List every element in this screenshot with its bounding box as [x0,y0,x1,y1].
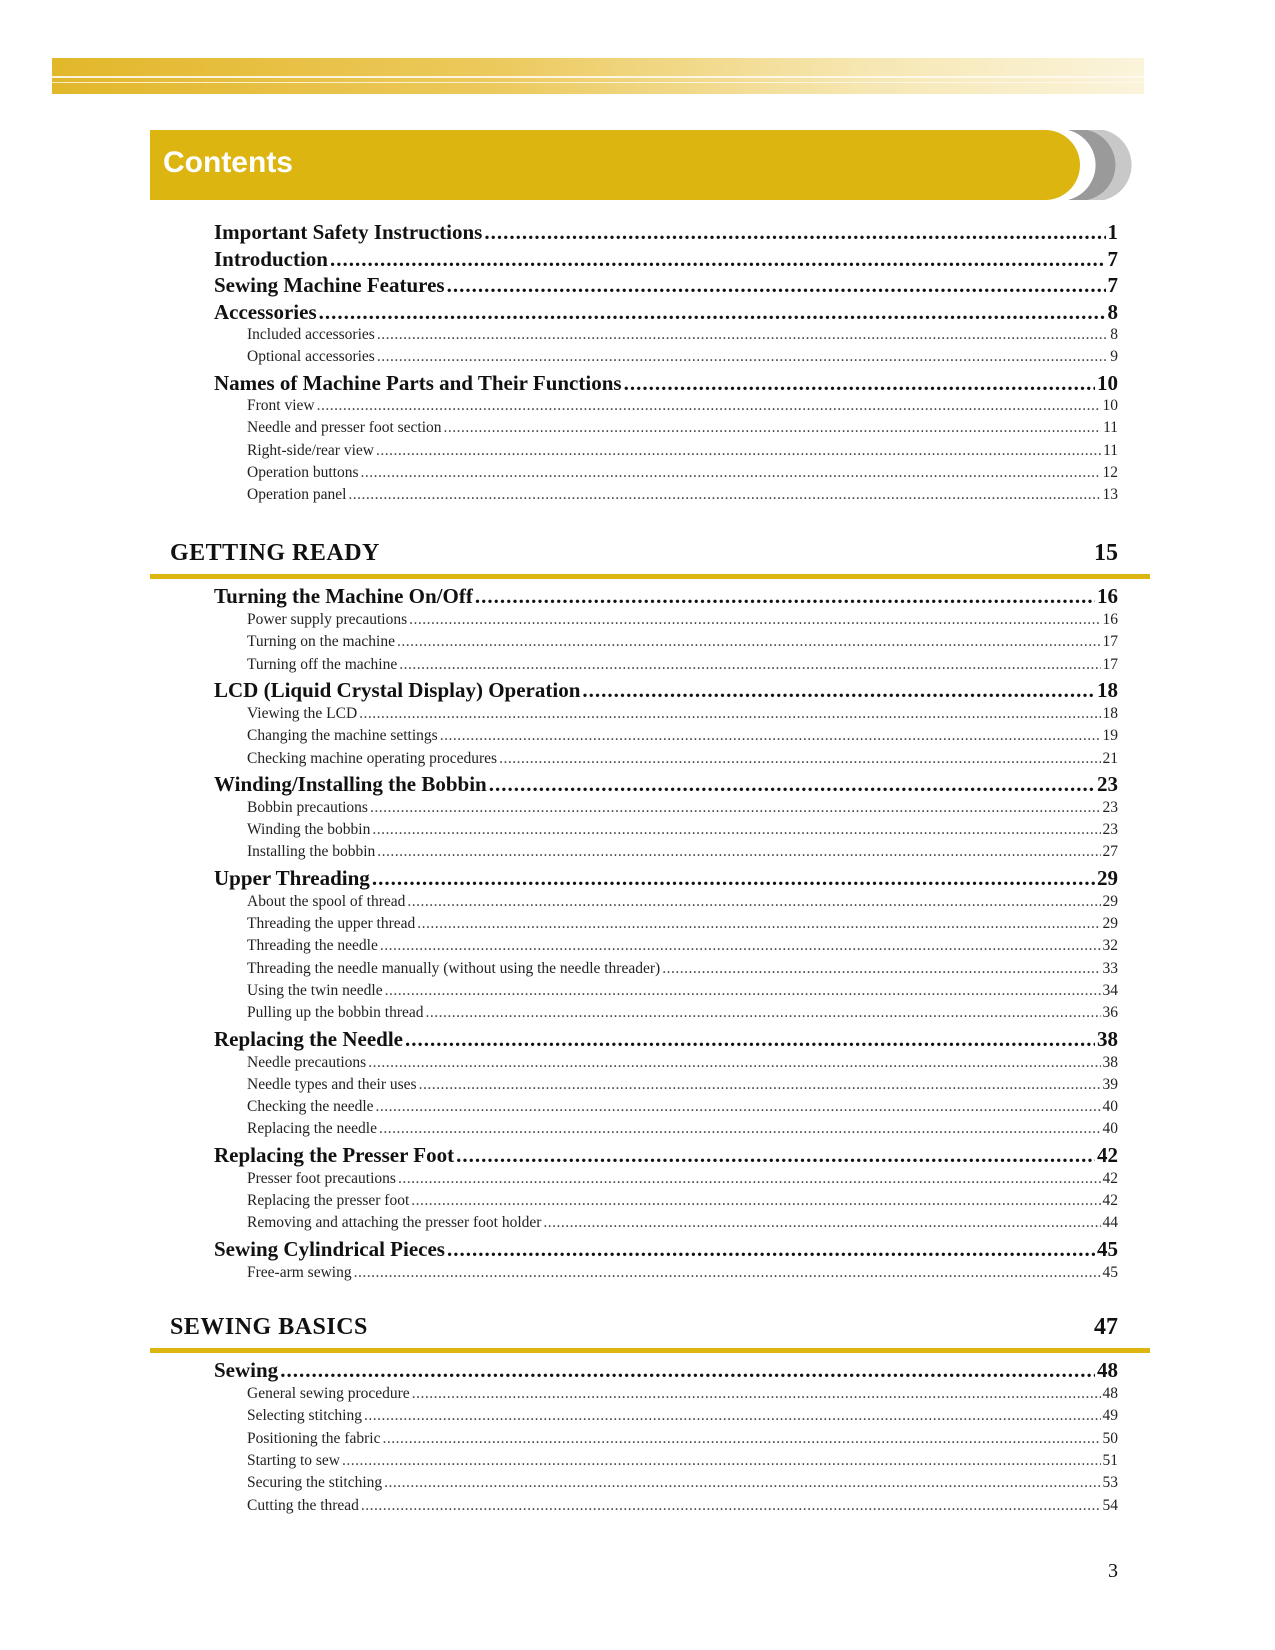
toc-subentry[interactable] [247,1474,1118,1492]
dot-leader [317,397,1101,415]
toc-entry-label: Threading the needle manually (without using the needle threader) [247,959,661,977]
toc-entry-page: 33 [1102,959,1118,977]
toc-entry-page: 42 [1097,1142,1118,1167]
toc-entry-page: 54 [1102,1496,1118,1514]
toc-entry-page: 7 [1107,273,1118,297]
toc-entry-label: Upper Threading [214,865,370,890]
toc-entry-page: 17 [1102,655,1118,673]
toc-entry-page: 19 [1102,727,1118,745]
toc-entry-label: Right-side/rear view [247,441,374,459]
toc-subentry[interactable] [247,1004,1118,1022]
toc-subentry[interactable] [247,656,1118,674]
dot-leader [624,371,1095,396]
toc-entry-page: 18 [1102,704,1118,722]
dot-leader [382,1430,1100,1448]
toc-entry-label: Changing the machine settings [247,727,438,745]
toc-entry-label: Winding the bobbin [247,821,371,839]
dot-leader [407,893,1100,911]
toc-entry[interactable] [214,866,1118,891]
toc-entry-label: Replacing the Presser Foot [214,1142,455,1167]
section-header [168,536,1128,580]
toc-entry-label: Installing the bobbin [247,843,376,861]
toc-entry-page: 44 [1102,1214,1118,1232]
toc-entry-page: 49 [1102,1407,1118,1425]
toc-subentry[interactable] [247,705,1118,723]
toc-entry-page: 53 [1102,1474,1118,1492]
toc-entry[interactable] [214,584,1118,609]
toc-subentry[interactable] [247,1192,1118,1210]
toc-entry-label: Threading the upper thread [247,915,416,932]
toc-entry-page: 42 [1102,1169,1118,1187]
toc-entry-page: 42 [1102,1192,1118,1209]
toc-entry[interactable] [214,300,1118,325]
toc-subentry[interactable] [247,821,1118,839]
toc-entry-label: Presser foot precautions [247,1169,396,1187]
toc-entry-page: 39 [1102,1075,1118,1093]
toc-subentry[interactable] [247,1385,1118,1403]
toc-entry[interactable] [214,1358,1118,1383]
toc-entry-page: 16 [1097,584,1118,608]
toc-entry[interactable] [214,1143,1118,1168]
dot-leader [361,1497,1101,1515]
toc-entry-page: 34 [1102,981,1118,999]
toc-subentry[interactable] [247,1098,1118,1116]
toc-subentry[interactable] [247,1076,1118,1094]
dot-leader [662,960,1100,978]
toc-subentry[interactable] [247,1497,1118,1515]
toc-entry[interactable] [214,1237,1118,1262]
section-title: SEWING BASICS [170,1314,368,1340]
toc-subentry[interactable] [247,937,1118,955]
toc-entry-page: 8 [1107,299,1118,324]
toc-entry-label: Viewing the LCD [247,704,358,722]
toc-entry-page: 7 [1107,246,1118,271]
toc-subentry[interactable] [247,1170,1118,1188]
toc-entry-page: 29 [1102,915,1118,932]
dot-leader [280,1358,1095,1383]
toc-entry-label: Turning on the machine [247,633,395,651]
dot-leader [377,843,1100,861]
dot-leader [370,799,1101,817]
toc-entry-page: 12 [1102,464,1118,481]
dot-leader [398,1170,1101,1188]
toc-entry-page: 38 [1097,1026,1118,1051]
toc-entry-page: 23 [1097,771,1118,796]
toc-entry[interactable] [214,273,1118,298]
toc-subentry[interactable] [247,397,1118,415]
toc-entry-label: Starting to sew [247,1451,340,1469]
dot-leader [484,220,1105,245]
dot-leader [405,1027,1095,1052]
toc-entry-label: Using the twin needle [247,981,383,999]
dot-leader [342,1452,1101,1470]
toc-entry-label: Positioning the fabric [247,1429,381,1447]
toc-entry-page: 10 [1097,370,1118,395]
toc-subentry[interactable] [247,348,1118,366]
dot-leader [419,1076,1101,1094]
toc-subentry[interactable] [247,1452,1118,1470]
dot-leader [440,727,1101,745]
toc-entry-label: LCD (Liquid Crystal Display) Operation [214,677,581,702]
toc-entry-page: 16 [1102,611,1118,628]
dot-leader [372,866,1095,891]
toc-subentry[interactable] [247,486,1118,504]
dot-leader [409,611,1100,629]
toc-entry-label: Operation panel [247,486,347,504]
toc-subentry[interactable] [247,464,1118,482]
dot-leader [489,772,1095,797]
dot-leader [361,464,1101,482]
toc-entry-page: 48 [1102,1385,1118,1402]
dot-leader [348,486,1100,504]
toc-entry-page: 11 [1103,441,1118,459]
toc-entry-page: 27 [1102,843,1118,861]
dot-leader [376,1098,1101,1116]
dot-leader [379,1120,1101,1138]
toc-subentry[interactable] [247,960,1118,978]
toc-entry[interactable] [214,220,1118,245]
dot-leader [499,750,1100,768]
dot-leader [377,348,1108,366]
toc-entry-page: 36 [1102,1004,1118,1022]
toc-entry-page: 23 [1102,798,1118,816]
toc-subentry[interactable] [247,611,1118,629]
toc-entry-page: 29 [1097,865,1118,890]
toc-subentry[interactable] [247,419,1118,437]
toc-entry-label: Introduction [214,246,328,271]
toc-entry-label: Turning the Machine On/Off [214,584,473,608]
toc-entry-page: 18 [1097,677,1118,702]
toc-entry-page: 48 [1097,1358,1118,1382]
toc-entry-label: Checking the needle [247,1098,374,1116]
decorative-top-band [52,58,1144,94]
toc-entry-page: 21 [1102,749,1118,767]
toc-subentry[interactable] [247,1054,1118,1072]
toc-subentry[interactable] [247,843,1118,861]
dot-leader [417,915,1100,933]
toc-subentry[interactable] [247,326,1118,344]
toc-entry-label: Sewing [214,1358,279,1382]
toc-entry-label: Needle precautions [247,1053,367,1071]
dot-leader [426,1004,1101,1022]
toc-entry-page: 38 [1102,1053,1118,1071]
dot-leader [456,1143,1095,1168]
toc-entry-label: Optional accessories [247,348,375,366]
toc-subentry[interactable] [247,799,1118,817]
toc-entry-label: Needle and presser foot section [247,419,442,437]
toc-entry-page: 32 [1102,937,1118,955]
toc-entry[interactable] [214,371,1118,396]
toc-entry-page: 11 [1103,419,1118,437]
toc-subentry[interactable] [247,727,1118,745]
toc-entry[interactable] [214,772,1118,797]
dot-leader [319,300,1106,325]
section-page: 15 [1094,540,1118,566]
toc-subentry[interactable] [247,1264,1118,1282]
contents-banner [150,130,1080,200]
dot-leader [543,1214,1100,1232]
toc-entry-label: Winding/Installing the Bobbin [214,771,487,796]
dot-leader [384,1474,1100,1492]
dot-leader [364,1407,1101,1425]
dot-leader [376,442,1101,460]
toc-subentry[interactable] [247,1214,1118,1232]
toc-entry-label: Removing and attaching the presser foot holder [247,1214,542,1232]
toc-subentry[interactable] [247,893,1118,911]
section-rule [150,574,1150,579]
toc-entry-label: About the spool of thread [247,892,406,910]
dot-leader [372,821,1100,839]
dot-leader [397,633,1101,651]
toc-entry-page: 51 [1102,1451,1118,1469]
toc-entry-label: Securing the stitching [247,1474,383,1492]
toc-entry-label: Cutting the thread [247,1496,359,1514]
toc-entry-label: Pulling up the bobbin thread [247,1004,424,1022]
dot-leader [330,247,1106,272]
dot-leader [412,1385,1101,1403]
toc-entry[interactable] [214,1027,1118,1052]
toc-entry-label: Free-arm sewing [247,1263,352,1281]
toc-entry-label: Front view [247,397,315,415]
dot-leader [582,678,1095,703]
toc-subentry[interactable] [247,982,1118,1000]
toc-entry-label: Names of Machine Parts and Their Functions [214,370,622,395]
toc-subentry[interactable] [247,1407,1118,1425]
decorative-arc-icon [1060,128,1148,202]
section-header [168,1310,1128,1354]
toc-entry-page: 1 [1107,220,1118,244]
page-title: Contents [163,146,293,179]
dot-leader [377,326,1108,344]
toc-entry-page: 17 [1102,633,1118,651]
toc-entry[interactable] [214,678,1118,703]
toc-entry-page: 9 [1110,348,1118,366]
toc-entry-label: Threading the needle [247,937,378,955]
toc-subentry[interactable] [247,750,1118,768]
section-rule [150,1348,1150,1353]
toc-entry-label: Sewing Cylindrical Pieces [214,1236,445,1261]
toc-entry-page: 13 [1102,486,1118,504]
toc-entry-label: Selecting stitching [247,1407,362,1425]
toc-subentry[interactable] [247,1430,1118,1448]
toc-subentry[interactable] [247,1120,1118,1138]
toc-entry-page: 8 [1110,326,1118,343]
dot-leader [354,1264,1101,1282]
toc-entry-page: 45 [1102,1263,1118,1281]
dot-leader [447,1237,1095,1262]
toc-entry[interactable] [214,247,1118,272]
dot-leader [368,1054,1100,1072]
dot-leader [411,1192,1100,1210]
dot-leader [399,656,1100,674]
section-page: 47 [1094,1314,1118,1340]
toc-entry-label: Replacing the needle [247,1120,377,1138]
toc-entry-page: 40 [1102,1098,1118,1116]
dot-leader [447,273,1106,298]
toc-entry-page: 10 [1102,397,1118,415]
dot-leader [475,584,1095,609]
toc-entry-label: Replacing the Needle [214,1026,403,1051]
dot-leader [444,419,1102,437]
toc-entry-page: 23 [1102,821,1118,839]
toc-entry-label: Turning off the machine [247,655,398,673]
dot-leader [359,705,1100,723]
toc-entry-label: Sewing Machine Features [214,273,445,297]
toc-entry-page: 45 [1097,1236,1118,1261]
page-number: 3 [1108,1560,1118,1582]
toc-entry-label: Replacing the presser foot [247,1192,410,1209]
toc-entry-page: 40 [1102,1120,1118,1138]
toc-subentry[interactable] [247,633,1118,651]
dot-leader [380,937,1101,955]
toc-subentry[interactable] [247,915,1118,933]
dot-leader [385,982,1101,1000]
toc-entry-label: Bobbin precautions [247,798,368,816]
toc-entry-label: Needle types and their uses [247,1075,417,1093]
toc-entry-page: 50 [1102,1429,1118,1447]
toc-entry-label: Operation buttons [247,464,359,481]
toc-entry-label: General sewing procedure [247,1385,410,1402]
section-title: GETTING READY [170,540,380,566]
toc-entry-label: Checking machine operating procedures [247,749,498,767]
toc-entry-page: 29 [1102,892,1118,910]
toc-subentry[interactable] [247,442,1118,460]
toc-entry-label: Power supply precautions [247,611,408,628]
toc-entry-label: Included accessories [247,326,375,343]
toc-entry-label: Accessories [214,299,317,324]
toc-entry-label: Important Safety Instructions [214,220,483,244]
